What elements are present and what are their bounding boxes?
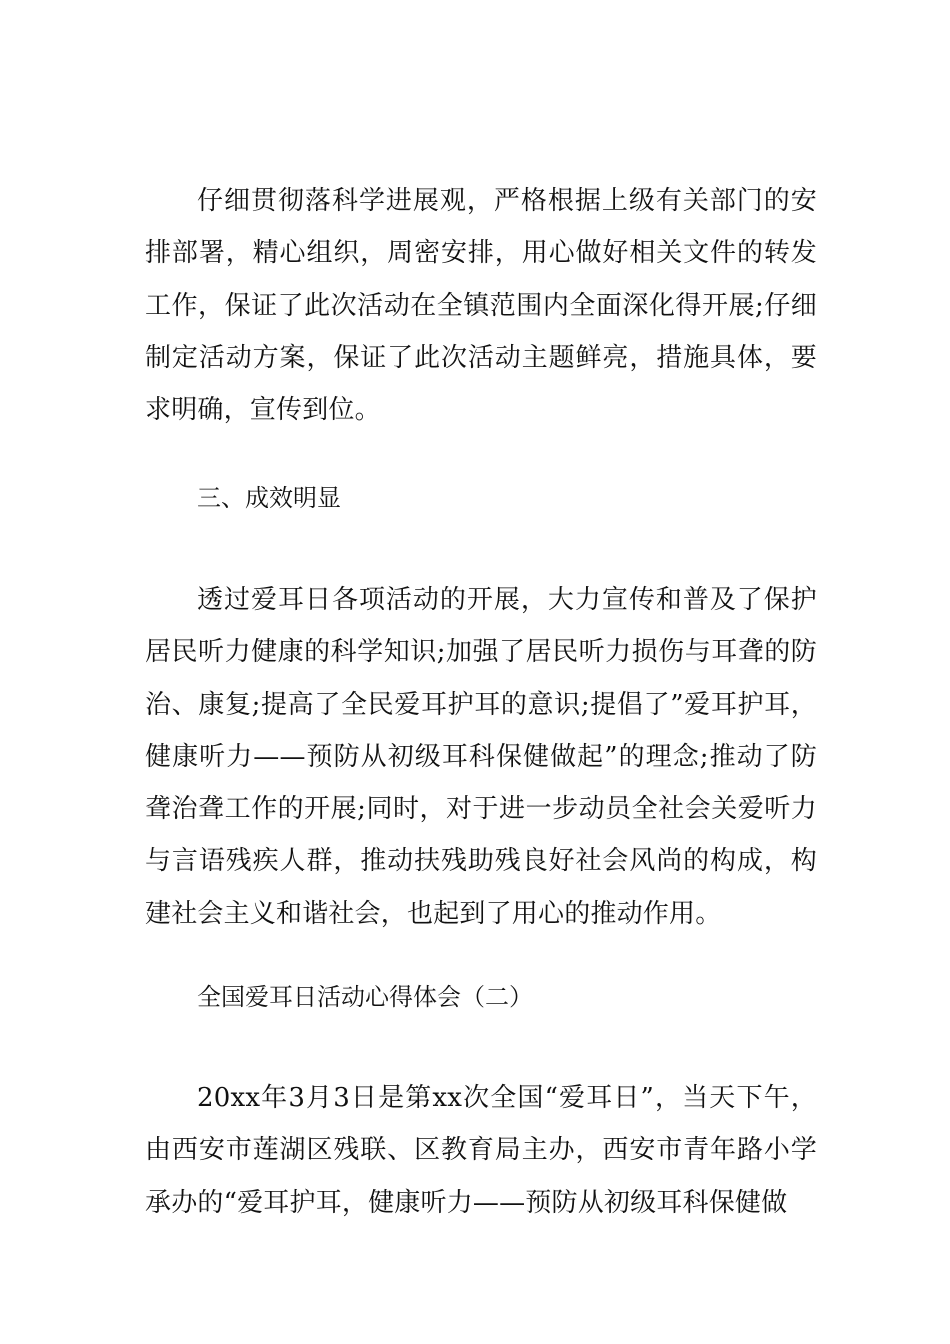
article-title: 全国爱耳日活动心得体会（二） [197, 983, 533, 1011]
body-paragraph: 仔细贯彻落科学进展观，严格根据上级有关部门的安排部署，精心组织，周密安排，用心做好相关文件的转发工作，保证了此次活动在全镇范围内全面深化得开展;仔细制定活动方案，保证了此次活动主题鲜亮，措施具体，要求明确，宣传到位。 [145, 186, 817, 426]
section-heading: 三、成效明显 [197, 484, 341, 512]
body-paragraph: 透过爱耳日各项活动的开展，大力宣传和普及了保护居民听力健康的科学知识;加强了居民听力损伤与耳聋的防治、康复;提高了全民爱耳护耳的意识;提倡了”爱耳护耳，健康听力——预防从初级耳科保健做起”的理念;推动了防聋治聋工作的开展;同时，对于进一步动员全社会关爱听力与言语残疾人群，推动扶残助残良好社会风尚的构成，构建社会主义和谐社会，也起到了用心的推动作用。 [145, 585, 817, 929]
body-paragraph: 20xx年3月3日是第xx次全国“爱耳日”，当天下午，由西安市莲湖区残联、区教育局主办，西安市青年路小学承办的“爱耳护耳，健康听力——预防从初级耳科保健做 [145, 1083, 817, 1218]
